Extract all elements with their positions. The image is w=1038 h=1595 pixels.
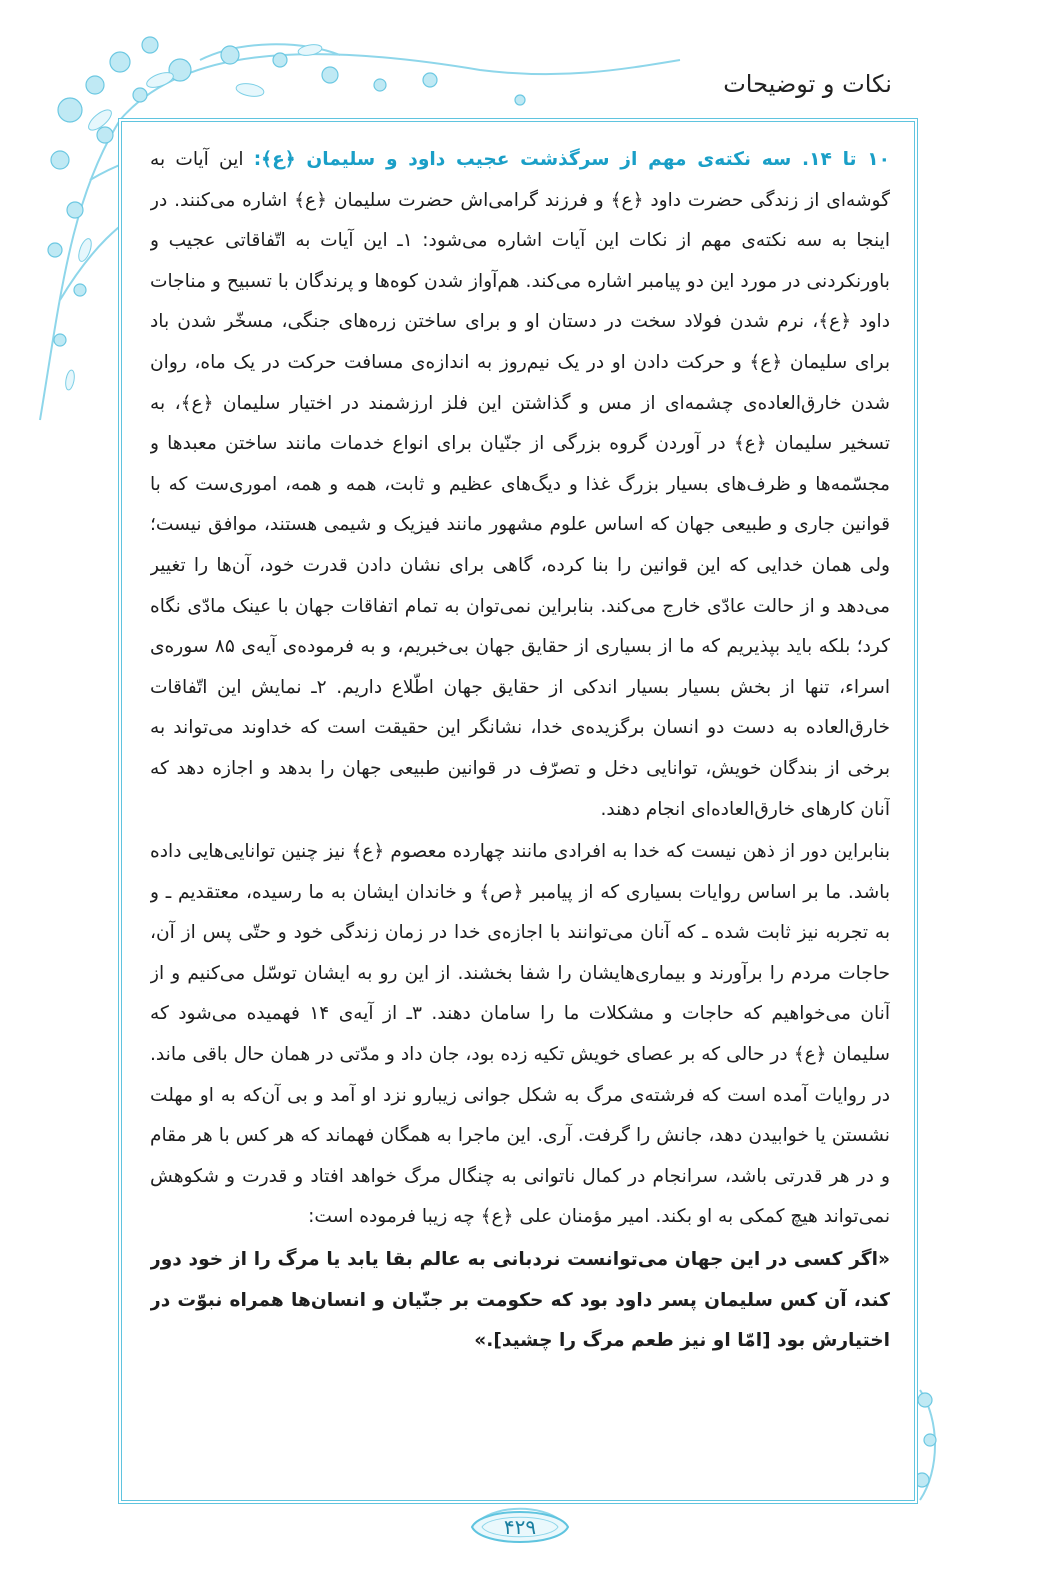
quote-text: «اگر کسی در این جهان می‌توانست نردبانی به عالم بقا یابد یا مرگ را از خود دور کند، آن کس سلیمان پسر داود بود که حکومت بر جنّیان و انسان‌ها همراه نبوّت در اختیارش بود [امّا او نیز طعم مرگ را چشید].»	[150, 1249, 890, 1352]
paragraph-2: بنابراین دور از ذهن نیست که خدا به افرادی مانند چهارده معصوم ﴿ع﴾ نیز چنین توانایی‌هایی داده باشد. ما بر اساس روایات بسیاری که از پیامبر ﴿ص﴾ و خاندان ایشان به ما رسیده، معتقدیم ـ و به تجربه نیز ثابت شده ـ که آنان می‌توانند با اجازه‌ی خدا در زمان زندگی خود و حتّی پس از آن، حاجات مردم را برآورند و بیماری‌هایشان را شفا بخشند. از این رو به ایشان توسّل می‌کنیم و از آنان می‌خواهیم که حاجات و مشکلات ما را سامان دهند. ۳ـ از آیه‌ی ۱۴ فهمیده می‌شود که سلیمان ﴿ع﴾ در حالی که بر عصای خویش تکیه زده بود، جان داد و مدّتی در همان حال باقی ماند. در روایات آمده است که فرشته‌ی مرگ به شکل جوانی زیبارو نزد او آمد و بی آن‌که به او مهلت نشستن یا خوابیدن دهد، جانش را گرفت. آری. این ماجرا به همگان فهماند که هر کس با هر مقام و در هر قدرتی باشد، سرانجام در کمال ناتوانی به چنگال مرگ خواهد افتاد و قدرت و شکوهش نمی‌تواند هیچ کمکی به او بکند. امیر مؤمنان علی ﴿ع﴾ چه زیبا فرموده است:	[150, 841, 890, 1228]
paragraph-1-text: این آیات به گوشه‌ای از زندگی حضرت داود ﴿ع﴾ و فرزند گرامی‌اش حضرت سلیمان ﴿ع﴾ اشاره می‌کنند. در اینجا به سه نکته‌ی مهم از نکات این آیات اشاره می‌شود: ۱ـ این آیات به اتّفاقاتی عجیب و باورنکردنی در مورد این دو پیامبر اشاره می‌کند. هم‌آواز شدن کوه‌ها و پرندگان با تسبیح و مناجات داود ﴿ع﴾، نرم شدن فولاد سخت در دستان او و برای ساختن زره‌های جنگی، مسخّر شدن باد برای سلیمان ﴿ع﴾ و حرکت دادن او در یک نیم‌روز به اندازه‌ی مسافت حرکت در یک ماه، روان شدن خارق‌العاده‌ی چشمه‌ای از مس و گذاشتن این فلز ارزشمند در اختیار سلیمان ﴿ع﴾، به تسخیر سلیمان ﴿ع﴾ در آوردن گروه بزرگی از جنّیان برای انواع خدمات مانند ساختن معبدها و مجسّمه‌ها و ظرف‌های بسیار بزرگ غذا و دیگ‌های عظیم و ثابت، همه و همه، اموری‌ست که با قوانین جاری و طبیعی جهان که اساس علوم مشهور مانند فیزیک و شیمی هستند، موافق نیست؛ ولی همان خدایی که این قوانین را بنا کرده، گاهی برای نشان دادن قدرت خود، آن‌ها را تغییر می‌دهد و از حالت عادّی خارج می‌کند. بنابراین نمی‌توان به تمام اتفاقات جهان با عینک مادّی نگاه کرد؛ بلکه باید بپذیریم که ما از بسیاری از حقایق جهان بی‌خبریم، و به فرموده‌ی آیه‌ی ۸۵ سوره‌ی اسراء، تنها از بخش بسیار بسیار اندکی از حقایق جهان اطّلاع داریم. ۲ـ نمایش این اتّفاقات خارق‌العاده به دست دو انسان برگزیده‌ی خدا، نشانگر این حقیقت است که خداوند می‌تواند به برخی از بندگان خویش، توانایی دخل و تصرّف در قوانین طبیعی جهان را بدهد و اجازه دهد که آنان کارهای خارق‌العاده‌ای انجام دهند.	[150, 149, 890, 820]
paragraph-1	[150, 140, 890, 830]
page-number: ۴۲۹	[503, 1515, 537, 1539]
page-body	[150, 140, 890, 1485]
running-header: نکات و توضیحات	[723, 70, 892, 98]
section-heading: ۱۰ تا ۱۴. سه نکته‌ی مهم از سرگذشت عجیب داود و سلیمان ﴿ع﴾:	[253, 149, 890, 170]
